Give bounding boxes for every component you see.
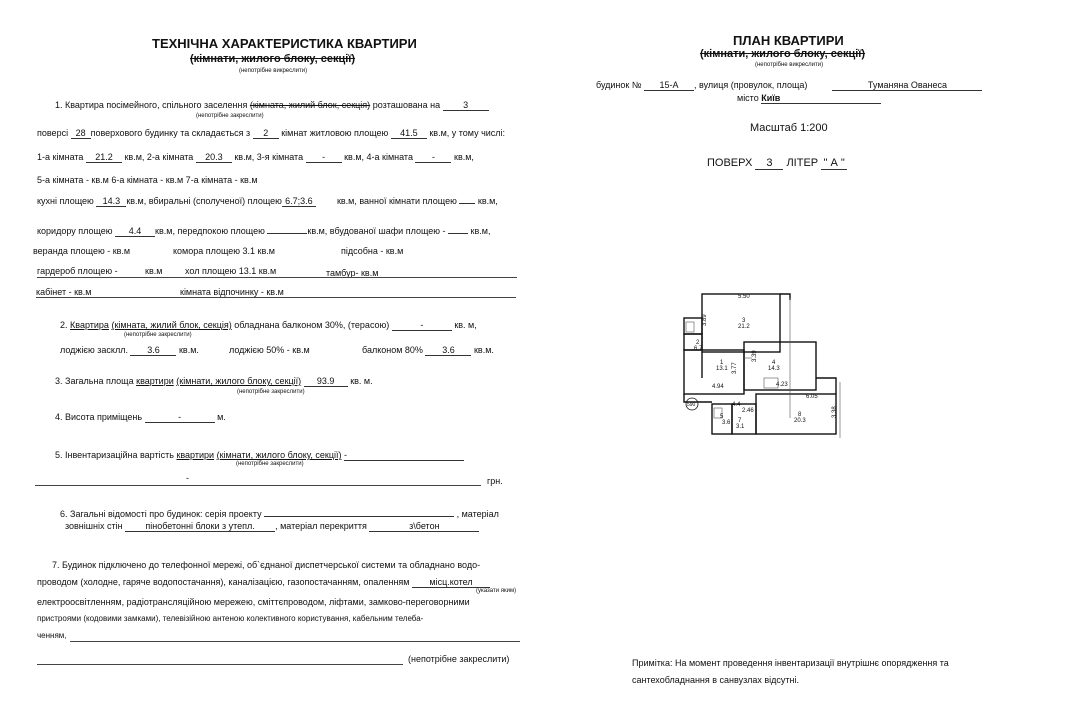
area-room8: 20.3 (794, 418, 806, 424)
p5-unit: грн. (487, 476, 503, 486)
area-room5: 3.6 (722, 420, 731, 426)
label-room3: 3 (742, 318, 746, 324)
address-line2: місто Київ (737, 93, 881, 104)
p1-wardrobe-unit: кв.м (145, 266, 163, 276)
label-room8: 8 (798, 412, 802, 418)
label-room2: 2 (696, 340, 700, 346)
dim-389: 3.89 (702, 314, 708, 326)
p6-line1: 6. Загальні відомості про будинок: серія проекту , матеріал (60, 506, 499, 519)
mark-590: 590 (687, 402, 696, 408)
label-room1: 1 (720, 360, 724, 366)
note-line2: сантехобладнання в санвузлах відсутні. (632, 675, 800, 685)
p2-line2: лоджією засклл. 3.6 кв.м. (60, 345, 199, 355)
dim-338: 3.38 (832, 406, 838, 418)
p7-line5: ченням, (37, 631, 67, 640)
p1-note: (непотрібне закреслити) (196, 113, 264, 119)
p1-vestibule: тамбур- кв.м (326, 268, 379, 278)
p1-pantry: комора площею 3.1 кв.м (173, 246, 275, 256)
plan-floor-line: ПОВЕРХ 3 ЛІТЕР " А " (707, 157, 847, 170)
note-line1: Примітка: На момент проведення інвентаризації внутрішнє опорядження та (632, 658, 949, 668)
p7-note: (указати яким) (476, 588, 517, 594)
label-room7: 7 (738, 418, 742, 424)
p2-loggia2: лоджією 50% - кв.м (229, 345, 310, 355)
p1-utility: підсобна - кв.м (341, 246, 404, 256)
floor-plan (676, 278, 856, 443)
left-subtitle: (кімнати, жилого блоку, секції) (190, 53, 356, 65)
dim-44: 4.4 (732, 402, 741, 408)
area-room2: 6.7 (694, 346, 703, 352)
p7-line3: електроосвітленням, радіотрансляційною мережею, сміттєпроводом, ліфтами, замково-переговорними (37, 597, 470, 607)
p7-line4: пристроями (кодовими замками), телевізійною антеною колективного користування, кабельним телеба- (37, 614, 424, 623)
left-title: ТЕХНІЧНА ХАРАКТЕРИСТИКА КВАРТИРИ (152, 36, 417, 51)
p1-hall: хол площею 13.1 кв.м (185, 266, 277, 276)
p1-line1: 1. Квартира посімейного, спільного заселення (кімната, жилий блок, секція) розташована на 3 (55, 100, 489, 111)
area-room7: 3.1 (736, 424, 745, 430)
p5-value2: - (186, 473, 189, 483)
p2-note: (непотрібне закреслити) (124, 332, 192, 338)
dim-550: 5.50 (738, 294, 750, 300)
p1-line3: 1-а кімната 21.2 кв.м, 2-а кімната 20.3 кв.м, 3-я кімната - кв.м, 4-а кімната - кв.м, (37, 152, 474, 162)
p1-line6: коридору площею 4.4 кв.м, передпокою площею кв.м, вбудованої шафи площею - кв.м, (37, 223, 490, 237)
p7-line2: проводом (холодне, гаряче водопостачання), каналізацією, газопостачанням, опаленням місц.котел (37, 577, 490, 588)
p7-end-note: (непотрібне закреслити) (408, 654, 510, 664)
right-strike-note: (непотрібне викреслити) (755, 62, 824, 68)
label-room5: 5 (720, 414, 724, 420)
p6-line2: зовнішніх стін пінобетонні блоки з утепл. , матеріал перекриття з\бетон (65, 521, 479, 532)
right-subtitle: (кімнати, жилого блоку, секції) (700, 48, 866, 60)
p3-line: 3. Загальна площа квартири (кімнати, жилого блоку, секції) 93.9 кв. м. (55, 376, 373, 386)
p1-veranda: веранда площею - кв.м (33, 246, 131, 256)
plan-scale: Масштаб 1:200 (750, 122, 828, 134)
p5-line1: 5. Інвентаризаційна вартість квартири (кімнати, жилого блоку, секції) - (55, 450, 464, 461)
p1-rest-room: кімната відпочинку - кв.м (180, 287, 284, 297)
floor-value: 3 (443, 100, 489, 111)
left-strike-note: (непотрібне викреслити) (239, 68, 308, 74)
p1-line2: поверсі 28 поверхового будинку та складається з 2 кімнат житловою площею 41.5 кв.м, у тому числі: (37, 128, 506, 138)
right-title: ПЛАН КВАРТИРИ (733, 33, 844, 48)
dim-339: 3.39 (752, 350, 758, 362)
p2-balcony: балконом 80% 3.6 кв.м. (362, 345, 494, 355)
dim-377: 3.77 (732, 362, 738, 374)
p1-line4: 5-а кімната - кв.м 6-а кімната - кв.м 7-а кімната - кв.м (37, 175, 258, 185)
area-room3: 21.2 (738, 324, 750, 330)
label-room4: 4 (772, 360, 776, 366)
dim-423: 4.23 (776, 382, 788, 388)
p1-line5: кухні площею 14.3 кв.м, вбиральні (сполученої) площею 6.7;3.6 кв.м, ванної кімнати площею кв.м, (37, 193, 498, 207)
p3-note: (непотрібне закреслити) (237, 389, 305, 395)
p5-note: (непотрібне закреслити) (236, 461, 304, 467)
dim-246: 2.46 (742, 408, 754, 414)
p1-wardrobe: гардероб площею - (37, 266, 118, 276)
p7-line1: 7. Будинок підключено до телефонної мережі, об`єднаної диспетчерської системи та обладнано водо- (52, 560, 481, 570)
p2-line1: 2. Квартира (кімната, жилий блок, секція) обладнана балконом 30%, (терасою) - кв. м, (60, 320, 477, 330)
dim-605: 6.05 (806, 394, 818, 400)
area-room4: 14.3 (768, 366, 780, 372)
dim-494: 4.94 (712, 384, 724, 390)
address-line1: будинок № 15-А , вулиця (провулок, площа) Туманяна Ованеса (596, 80, 982, 91)
area-room1: 13.1 (716, 366, 728, 372)
p1-cabinet: кабінет - кв.м (36, 287, 92, 297)
p4-line: 4. Висота приміщень - м. (55, 412, 226, 422)
